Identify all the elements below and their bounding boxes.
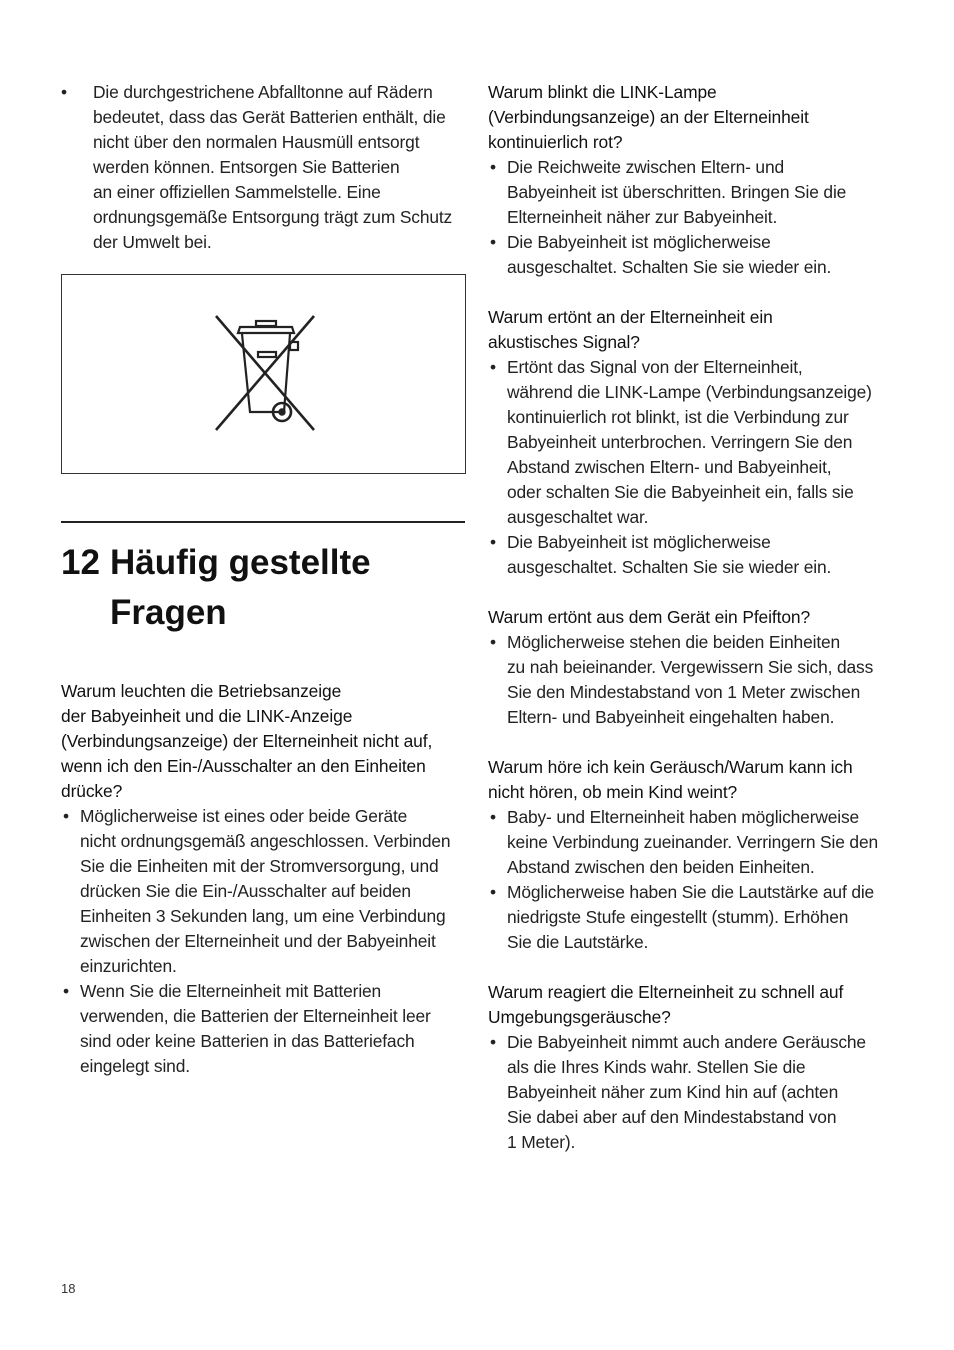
question-line: Warum höre ich kein Geräusch/Warum kann ich [488,757,853,777]
question-line: Warum blinkt die LINK-Lampe [488,82,717,102]
answer-line: ausgeschaltet. Schalten Sie sie wieder ein. [507,557,832,577]
question-line: drücke? [61,781,123,801]
section-heading [61,538,471,638]
answer-line: während die LINK-Lampe (Verbindungsanzeige) [507,382,872,402]
faq-answer-bullet [61,979,471,1079]
answer-line: ausgeschaltet. Schalten Sie sie wieder ein. [507,257,832,277]
answer-line: einzurichten. [80,956,177,976]
faq-answer-bullet [488,630,898,730]
bullet-dot: • [61,82,67,102]
faq-question [488,755,898,805]
answer-line: Baby- und Elterneinheit haben möglicherweise [507,807,860,827]
answer-line: Die Babyeinheit ist möglicherweise [507,532,771,552]
faq-question [488,80,898,155]
answer-line: Sie den Mindestabstand von 1 Meter zwischen [507,682,861,702]
question-line: Warum reagiert die Elterneinheit zu schnell auf [488,982,844,1002]
answer-line: Babyeinheit unterbrochen. Verringern Sie den [507,432,853,452]
text-line: an einer offiziellen Sammelstelle. Eine [93,182,381,202]
answer-line: Abstand zwischen Eltern- und Babyeinheit, [507,457,832,477]
bullet-dot: • [490,232,496,252]
answer-line: als die Ihres Kinds wahr. Stellen Sie die [507,1057,806,1077]
faq-question [488,980,898,1030]
bullet-dot: • [490,632,496,652]
bullet-dot: • [490,357,496,377]
text-line: nicht über den normalen Hausmüll entsorgt [93,132,420,152]
answer-line: zu nah beieinander. Vergewissern Sie sich, dass [507,657,874,677]
question-line: Warum leuchten die Betriebsanzeige [61,681,342,701]
bullet-dot: • [63,806,69,826]
bullet-dot: • [490,1032,496,1052]
answer-line: Wenn Sie die Elterneinheit mit Batterien [80,981,382,1001]
section-title-line2: Fragen [110,593,227,632]
faq-answer-bullet [488,155,898,230]
faq-answer-bullet [488,230,898,280]
page-number: 18 [61,1281,76,1296]
faq-right-column [488,80,898,1155]
answer-line: Möglicherweise stehen die beiden Einheiten [507,632,841,652]
answer-line: Die Babyeinheit nimmt auch andere Geräusche [507,1032,866,1052]
answer-line: Möglicherweise haben Sie die Lautstärke auf die [507,882,875,902]
text-line: werden können. Entsorgen Sie Batterien [93,157,400,177]
bullet-dot: • [490,807,496,827]
question-line: Warum ertönt an der Elterneinheit ein [488,307,773,327]
answer-line: Die Babyeinheit ist möglicherweise [507,232,771,252]
answer-line: ausgeschaltet war. [507,507,649,527]
text-line: der Umwelt bei. [93,232,212,252]
faq-left-column [61,679,471,1079]
answer-line: oder schalten Sie die Babyeinheit ein, falls sie [507,482,854,502]
bullet-dot: • [490,532,496,552]
answer-line: zwischen der Elterneinheit und der Babyeinheit [80,931,436,951]
answer-line: niedrigste Stufe eingestellt (stumm). Erhöhen [507,907,849,927]
answer-line: Sie die Einheiten mit der Stromversorgung, und [80,856,439,876]
answer-line: Elterneinheit näher zur Babyeinheit. [507,207,778,227]
text-line: bedeutet, dass das Gerät Batterien enthält, die [93,107,446,127]
answer-line: 1 Meter). [507,1132,576,1152]
answer-line: Sie die Lautstärke. [507,932,649,952]
question-line: Umgebungsgeräusche? [488,1007,671,1027]
answer-line: Abstand zwischen den beiden Einheiten. [507,857,815,877]
bullet-dot: • [63,981,69,1001]
answer-line: Einheiten 3 Sekunden lang, um eine Verbindung [80,906,446,926]
question-line: akustisches Signal? [488,332,640,352]
faq-answer-bullet [488,355,898,530]
faq-answer-bullet [488,805,898,880]
question-line: (Verbindungsanzeige) an der Elterneinheit [488,107,809,127]
section-number: 12 [61,543,100,582]
question-line: Warum ertönt aus dem Gerät ein Pfeifton? [488,607,811,627]
question-line: nicht hören, ob mein Kind weint? [488,782,738,802]
section-title: Häufig gestellte [110,543,371,582]
crossed-out-wheelie-bin-icon [206,312,322,436]
text-line: ordnungsgemäße Entsorgung trägt zum Schutz [93,207,453,227]
answer-line: kontinuierlich rot blinkt, ist die Verbindung zur [507,407,849,427]
answer-line: nicht ordnungsgemäß angeschlossen. Verbinden [80,831,451,851]
bullet-dot: • [490,157,496,177]
answer-line: Eltern- und Babyeinheit eingehalten haben. [507,707,835,727]
answer-line: Babyeinheit näher zum Kind hin auf (achten [507,1082,839,1102]
question-line: wenn ich den Ein-/Ausschalter an den Einheiten [61,756,426,776]
disposal-bullet [61,80,471,255]
text-line: Die durchgestrichene Abfalltonne auf Rädern [93,82,433,102]
faq-answer-bullet [488,530,898,580]
faq-answer-bullet [488,880,898,955]
answer-line: drücken Sie die Ein-/Ausschalter auf beiden [80,881,411,901]
answer-line: Die Reichweite zwischen Eltern- und [507,157,784,177]
faq-question [61,679,471,804]
question-line: der Babyeinheit und die LINK-Anzeige [61,706,353,726]
faq-question [488,305,898,355]
answer-line: sind oder keine Batterien in das Batteriefach [80,1031,415,1051]
weee-symbol-box [61,274,466,474]
question-line: kontinuierlich rot? [488,132,623,152]
faq-question [488,605,898,630]
answer-line: eingelegt sind. [80,1056,190,1076]
answer-line: Möglicherweise ist eines oder beide Geräte [80,806,408,826]
answer-line: Babyeinheit ist überschritten. Bringen Sie die [507,182,847,202]
answer-line: keine Verbindung zueinander. Verringern Sie den [507,832,878,852]
faq-answer-bullet [488,1030,898,1155]
question-line: (Verbindungsanzeige) der Elterneinheit nicht auf, [61,731,433,751]
disposal-note [61,80,471,255]
section-title-line1 [61,538,471,588]
answer-line: verwenden, die Batterien der Elterneinheit leer [80,1006,431,1026]
disposal-text [93,80,471,255]
answer-line: Sie dabei aber auf den Mindestabstand von [507,1107,837,1127]
section-divider [61,521,465,523]
bullet-dot: • [490,882,496,902]
answer-line: Ertönt das Signal von der Elterneinheit, [507,357,803,377]
faq-answer-bullet [61,804,471,979]
